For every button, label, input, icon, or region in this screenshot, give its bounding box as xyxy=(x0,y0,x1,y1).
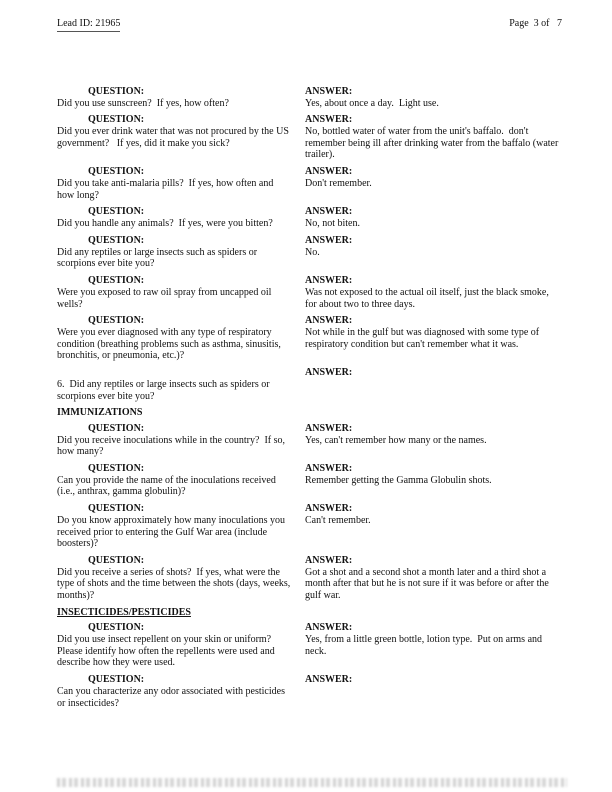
answer-text: No. xyxy=(305,246,320,258)
qa-list xyxy=(57,86,562,710)
question-text: Do you know approximately how many inoculations you received prior to entering the Gulf War area (include boosters)? xyxy=(57,515,288,550)
answer-cell xyxy=(305,315,562,362)
question-text: Can you provide the name of the inoculations received (i.e., anthrax, gamma globulin)? xyxy=(57,474,279,498)
question-cell xyxy=(57,114,305,161)
question-label: QUESTION: xyxy=(88,206,145,218)
question-label: QUESTION: xyxy=(88,422,145,434)
question-label xyxy=(88,367,291,379)
question-cell xyxy=(57,275,305,310)
qa-row xyxy=(57,423,562,458)
qa-row xyxy=(57,463,562,498)
qa-row xyxy=(57,503,562,550)
answer-text: Can't remember. xyxy=(305,515,371,527)
answer-label: ANSWER: xyxy=(305,422,353,434)
answer-text: Yes, can't remember how many or the names. xyxy=(305,434,487,446)
answer-label: ANSWER: xyxy=(305,554,353,566)
answer-cell xyxy=(305,86,562,110)
question-cell xyxy=(57,503,305,550)
answer-text: Don't remember. xyxy=(305,177,372,189)
question-label: QUESTION: xyxy=(88,315,145,327)
answer-label: ANSWER: xyxy=(305,165,353,177)
question-label: QUESTION: xyxy=(88,503,145,515)
question-cell xyxy=(57,315,305,362)
answer-cell xyxy=(305,503,562,550)
question-text: Were you ever diagnosed with any type of respiratory condition (breathing problems such as asthma, sinusitis, bronchitis, or pneumonia, etc.)? xyxy=(57,327,284,362)
qa-row xyxy=(57,275,562,310)
qa-row xyxy=(57,114,562,161)
question-label: QUESTION: xyxy=(88,85,145,97)
qa-row xyxy=(57,315,562,362)
question-text: Did you receive inoculations while in the country? If so, how many? xyxy=(57,434,288,458)
qa-row xyxy=(57,555,562,602)
question-text: Did you take anti-malaria pills? If yes, how often and how long? xyxy=(57,177,276,201)
question-text: Did you ever drink water that was not procured by the US government? If yes, did it make you sick? xyxy=(57,126,292,149)
answer-text: Remember getting the Gamma Globulin shots. xyxy=(305,474,492,486)
qa-row xyxy=(57,622,562,669)
answer-cell xyxy=(305,275,562,310)
answer-text: Not while in the gulf but was diagnosed with some type of respiratory condition but can't remember what it was. xyxy=(305,327,542,350)
page-number-label: Page 3 of 7 xyxy=(509,18,562,29)
answer-label: ANSWER: xyxy=(305,366,353,378)
answer-cell xyxy=(305,622,562,669)
question-text: Did you handle any animals? If yes, were you bitten? xyxy=(57,218,273,230)
question-cell xyxy=(57,367,305,402)
answer-label: ANSWER: xyxy=(305,274,353,286)
question-cell xyxy=(57,555,305,602)
answer-text: Yes, from a little green bottle, lotion type. Put on arms and neck. xyxy=(305,634,545,657)
answer-text: No, bottled water of water from the unit's baffalo. don't remember being ill after drinking water from the baffalo (water trailer). xyxy=(305,126,561,161)
answer-label: ANSWER: xyxy=(305,85,353,97)
section-heading: INSECTICIDES/PESTICIDES xyxy=(57,606,191,618)
qa-row xyxy=(57,166,562,201)
question-cell xyxy=(57,674,305,709)
answer-cell xyxy=(305,555,562,602)
question-text: Were you exposed to raw oil spray from uncapped oil wells? xyxy=(57,286,274,310)
question-cell xyxy=(57,423,305,458)
answer-label: ANSWER: xyxy=(305,622,353,634)
question-cell xyxy=(57,206,305,230)
page-header xyxy=(57,18,562,32)
answer-cell xyxy=(305,114,562,161)
answer-label: ANSWER: xyxy=(305,674,353,685)
question-text: Did any reptiles or large insects such as spiders or scorpions ever bite you? xyxy=(57,246,260,270)
question-label: QUESTION: xyxy=(88,554,145,566)
question-label: QUESTION: xyxy=(88,274,145,286)
answer-label: ANSWER: xyxy=(305,234,353,246)
answer-cell xyxy=(305,423,562,458)
answer-cell xyxy=(305,166,562,201)
answer-label: ANSWER: xyxy=(305,206,353,218)
answer-cell xyxy=(305,206,562,230)
answer-text: Got a shot and a second shot a month later and a third shot a month after that but he is not sure if it was before or after the gulf war. xyxy=(305,566,552,602)
qa-row xyxy=(57,206,562,230)
question-text: 6. Did any reptiles or large insects such as spiders or scorpions ever bite you? xyxy=(57,378,273,402)
answer-text: No, not biten. xyxy=(305,218,360,230)
answer-label: ANSWER: xyxy=(305,315,353,327)
answer-text: Was not exposed to the actual oil itself, just the black smoke, for about two to three days. xyxy=(305,286,552,310)
question-cell xyxy=(57,463,305,498)
question-text: Can you characterize any odor associated with pesticides or insecticides? xyxy=(57,686,288,709)
question-label: QUESTION: xyxy=(88,114,145,126)
question-label: QUESTION: xyxy=(88,234,145,246)
question-cell xyxy=(57,166,305,201)
answer-label: ANSWER: xyxy=(305,462,353,474)
lead-id-label: Lead ID: 21965 xyxy=(57,18,120,32)
question-label: QUESTION: xyxy=(88,674,145,685)
question-cell xyxy=(57,86,305,110)
section-heading: IMMUNIZATIONS xyxy=(57,407,143,419)
qa-row xyxy=(57,367,562,402)
question-cell xyxy=(57,622,305,669)
qa-row xyxy=(57,674,562,709)
qa-row xyxy=(57,86,562,110)
qa-row xyxy=(57,235,562,270)
question-cell xyxy=(57,235,305,270)
scan-cutoff-text-artifact xyxy=(57,778,567,787)
question-text: Did you use insect repellent on your skin or uniform? Please identify how often the repellents were used and describe how they were used. xyxy=(57,634,278,669)
answer-text: Yes, about once a day. Light use. xyxy=(305,97,439,109)
question-text: Did you receive a series of shots? If yes, what were the type of shots and the time between the shots (days, weeks, months)? xyxy=(57,566,293,602)
question-label: QUESTION: xyxy=(88,622,145,634)
question-label: QUESTION: xyxy=(88,165,145,177)
answer-cell xyxy=(305,463,562,498)
answer-cell xyxy=(305,235,562,270)
question-label: QUESTION: xyxy=(88,462,145,474)
answer-cell xyxy=(305,367,562,402)
answer-label: ANSWER: xyxy=(305,503,353,515)
answer-label: ANSWER: xyxy=(305,114,353,126)
answer-cell xyxy=(305,674,562,709)
question-text: Did you use sunscreen? If yes, how often? xyxy=(57,97,229,109)
